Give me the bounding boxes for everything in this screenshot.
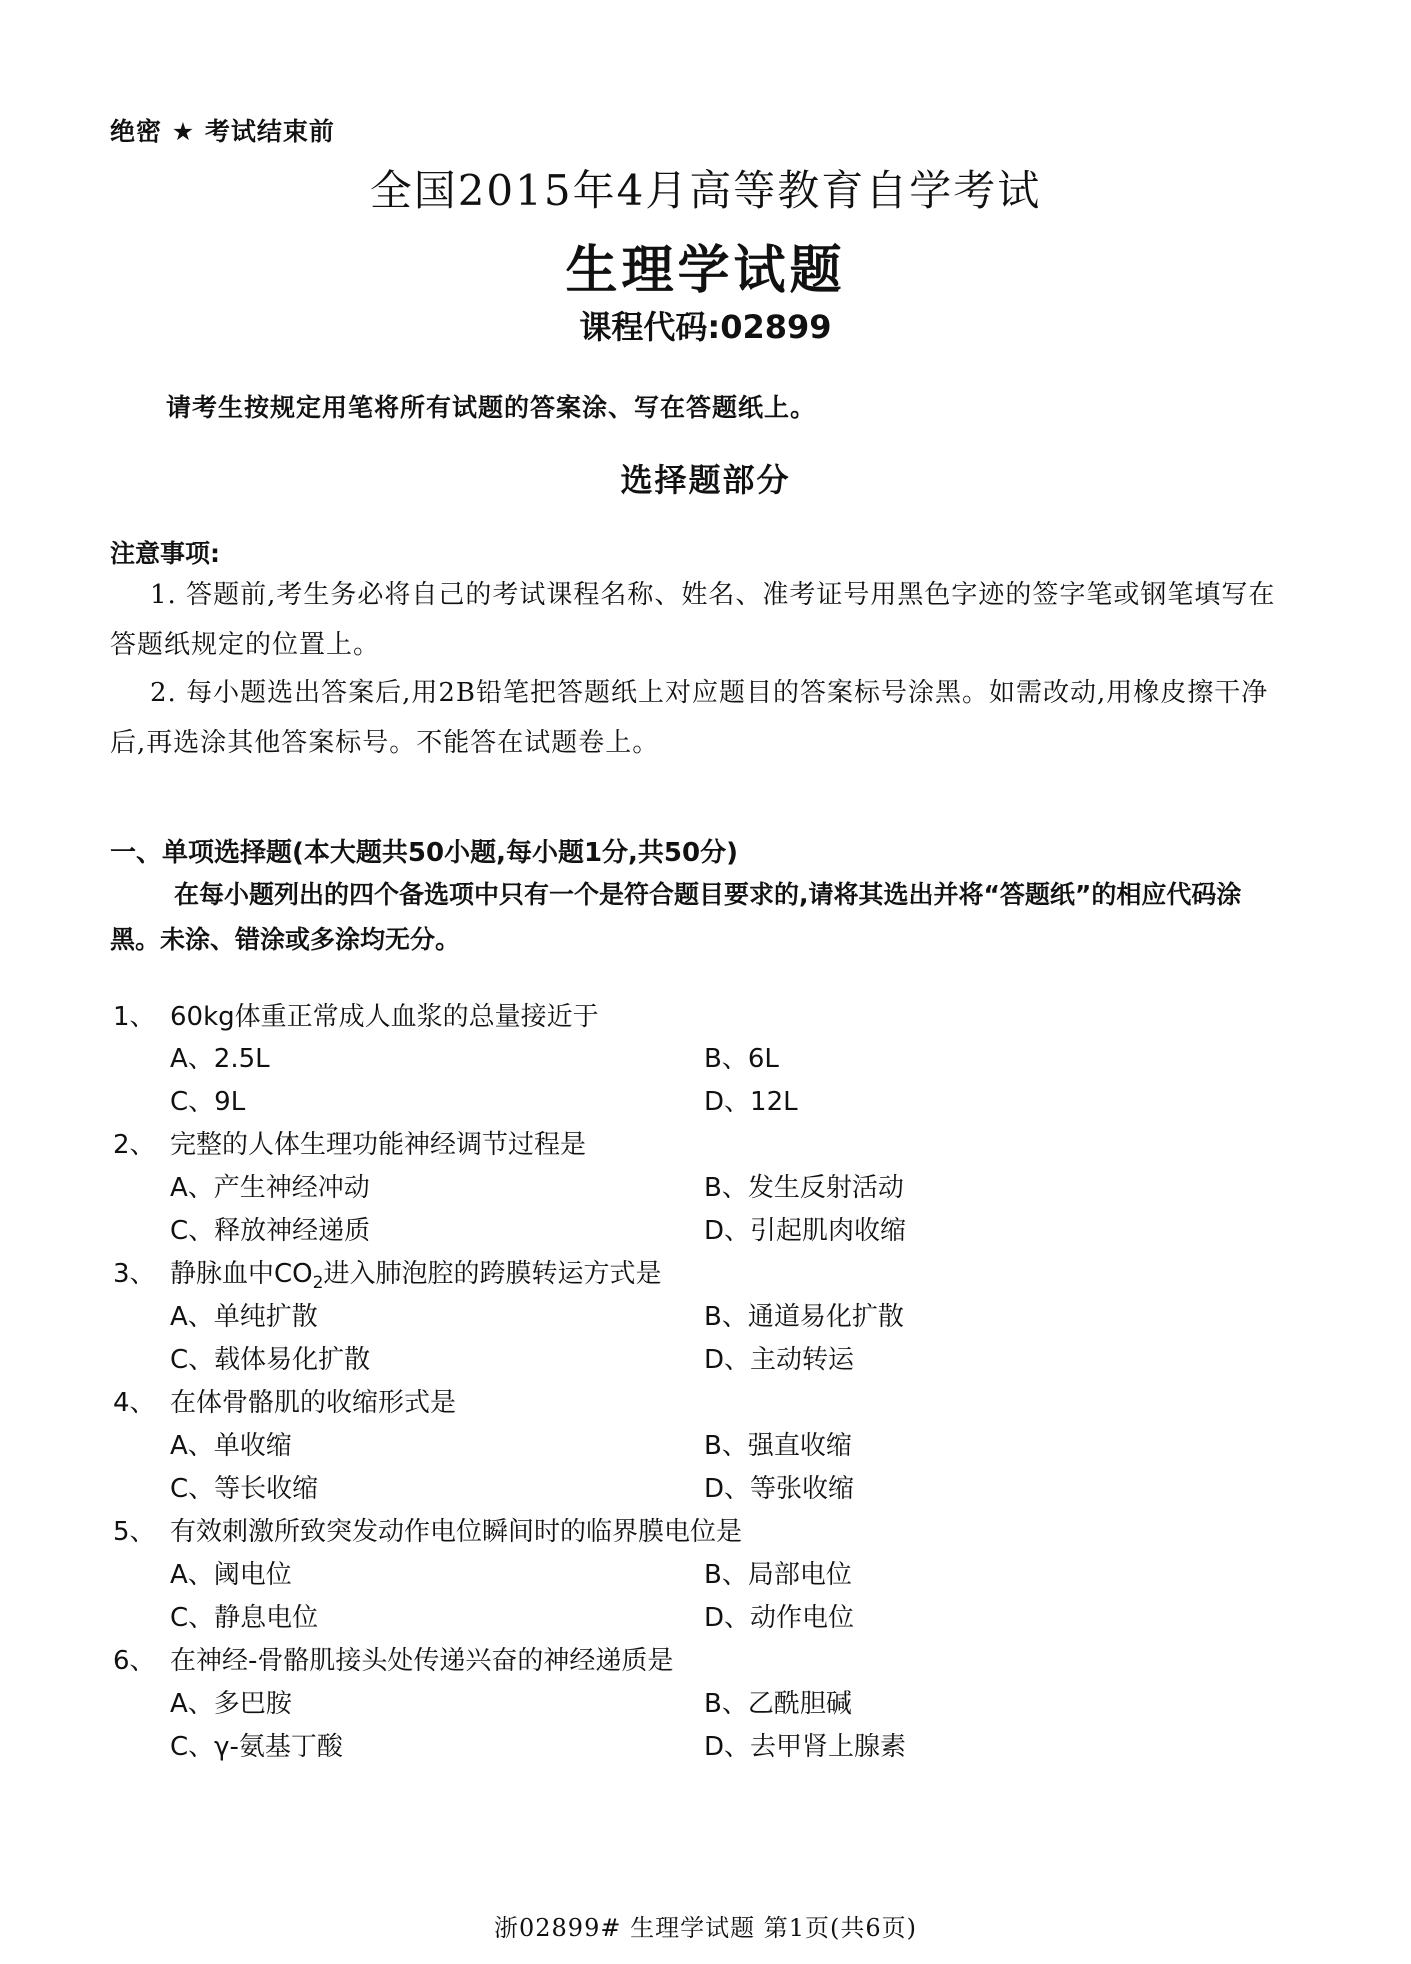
- subject-title: 生理学试题: [565, 241, 846, 301]
- option-a: A、阈电位: [170, 1560, 292, 1590]
- note-item: 2. 每小题选出答案后,用2B铅笔把答题纸上对应题目的答案标号涂黑。如需改动,用橡皮擦干净后,再选涂其他答案标号。不能答在试题卷上。: [110, 678, 1269, 758]
- option-a: A、2.5L: [170, 1044, 270, 1074]
- question-stem: 在神经-骨骼肌接头处传递兴奋的神经递质是: [170, 1646, 674, 1676]
- part-heading: 一、单项选择题(本大题共50小题,每小题1分,共50分): [110, 838, 738, 868]
- option-a: A、单纯扩散: [170, 1302, 318, 1332]
- option-d: D、主动转运: [704, 1345, 855, 1375]
- option-b: B、6L: [704, 1044, 779, 1074]
- question-number: 6、: [113, 1646, 156, 1676]
- question-stem: 60kg体重正常成人血浆的总量接近于: [170, 1002, 599, 1032]
- option-b: B、通道易化扩散: [704, 1302, 904, 1332]
- option-a: A、产生神经冲动: [170, 1173, 370, 1203]
- option-c: C、9L: [170, 1087, 246, 1117]
- section-title: 选择题部分: [620, 461, 791, 499]
- stem-text: 静脉血中CO: [170, 1259, 313, 1289]
- option-a: A、多巴胺: [170, 1689, 292, 1719]
- notes-heading: 注意事项:: [110, 539, 220, 568]
- question-stem: [170, 1253, 661, 1293]
- option-d: D、12L: [704, 1087, 798, 1117]
- question-number: 5、: [113, 1517, 156, 1547]
- option-b: B、发生反射活动: [704, 1173, 904, 1203]
- option-c: C、载体易化扩散: [170, 1345, 371, 1375]
- option-b: B、强直收缩: [704, 1431, 852, 1461]
- option-c: C、释放神经递质: [170, 1216, 371, 1246]
- question-number: 4、: [113, 1388, 156, 1418]
- question-stem: 完整的人体生理功能神经调节过程是: [170, 1130, 587, 1160]
- question-number: 3、: [113, 1259, 156, 1289]
- option-c: C、γ-氨基丁酸: [170, 1732, 343, 1762]
- question-stem: 有效刺激所致突发动作电位瞬间时的临界膜电位是: [170, 1517, 743, 1547]
- stem-text: 进入肺泡腔的跨膜转运方式是: [323, 1259, 662, 1289]
- exam-title: 全国2015年4月高等教育自学考试: [369, 166, 1042, 215]
- course-code: 课程代码:02899: [579, 308, 832, 346]
- question-number: 1、: [113, 1002, 156, 1032]
- option-c: C、静息电位: [170, 1603, 319, 1633]
- question-stem: 在体骨骼肌的收缩形式是: [170, 1388, 457, 1418]
- option-d: D、去甲肾上腺素: [704, 1732, 907, 1762]
- secret-mark: 绝密 ★ 考试结束前: [110, 117, 335, 146]
- page-footer: 浙02899# 生理学试题 第1页(共6页): [494, 1914, 917, 1942]
- option-d: D、动作电位: [704, 1603, 855, 1633]
- option-d: D、引起肌肉收缩: [704, 1216, 907, 1246]
- option-d: D、等张收缩: [704, 1474, 855, 1504]
- option-b: B、局部电位: [704, 1560, 852, 1590]
- note-item: 1. 答题前,考生务必将自己的考试课程名称、姓名、准考证号用黑色字迹的签字笔或钢笔填写在答题纸规定的位置上。: [110, 580, 1276, 660]
- part-description: 在每小题列出的四个备选项中只有一个是符合题目要求的,请将其选出并将“答题纸”的相应代码涂黑。未涂、错涂或多涂均无分。: [110, 880, 1242, 954]
- option-c: C、等长收缩: [170, 1474, 319, 1504]
- stem-subscript: 2: [312, 1273, 324, 1294]
- question-number: 2、: [113, 1130, 156, 1160]
- option-b: B、乙酰胆碱: [704, 1689, 852, 1719]
- option-a: A、单收缩: [170, 1431, 292, 1461]
- answer-instruction: 请考生按规定用笔将所有试题的答案涂、写在答题纸上。: [166, 393, 817, 422]
